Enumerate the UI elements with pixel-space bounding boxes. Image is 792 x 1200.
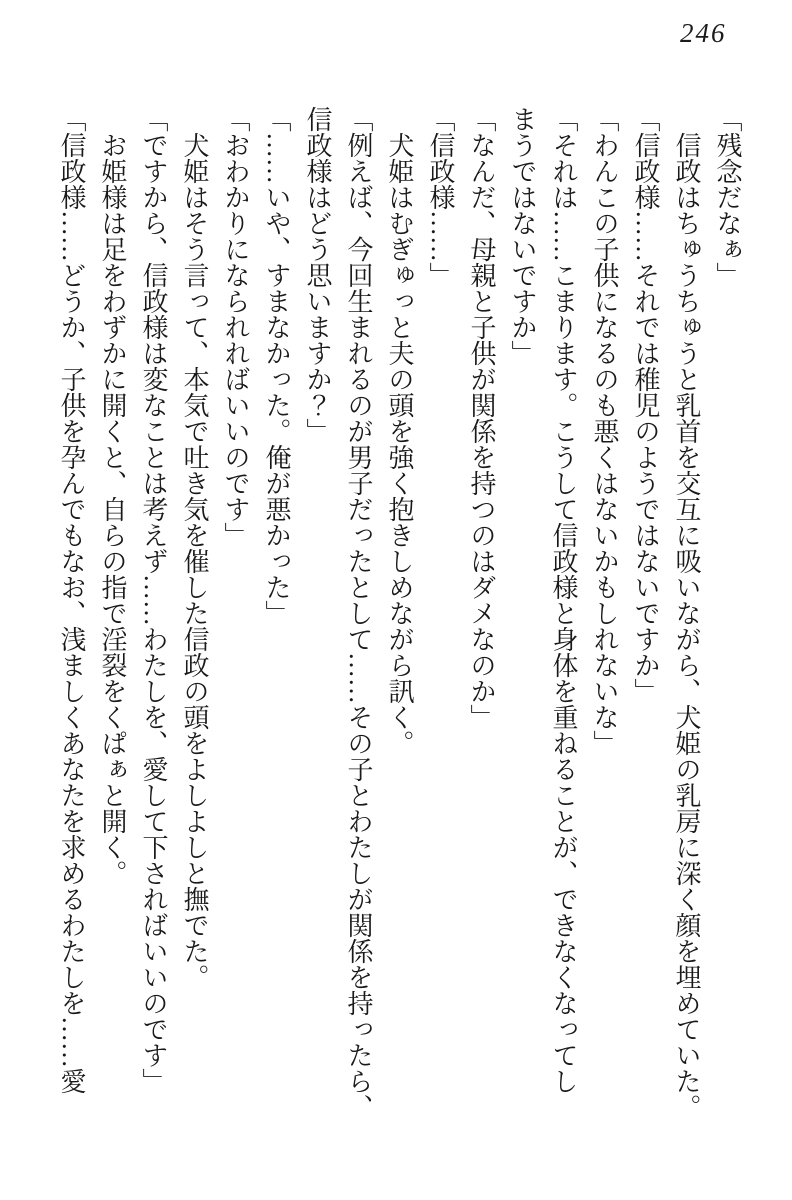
text-line: 「信政様……どうか、子供を孕んでもなお、浅ましくあなたを求めるわたしを……愛 xyxy=(57,106,86,1094)
text-line: まうではないですか」 xyxy=(508,106,537,366)
text-line: 犬姫はそう言って、本気で吐き気を催した信政の頭をよしよしと撫でた。 xyxy=(180,132,209,990)
text-line: 「ですから、信政様は変なことは考えず……わたしを、愛して下さればいいのです」 xyxy=(139,106,168,1094)
text-line: 犬姫はむぎゅっと夫の頭を強く抱きしめながら訊く。 xyxy=(385,132,414,756)
text-line: 「なんだ、母親と子供が関係を持つのはダメなのか」 xyxy=(467,106,496,730)
text-line: 「それは……こまります。こうして信政様と身体を重ねることが、できなくなってし xyxy=(549,106,578,1094)
text-line: 信政はちゅうちゅうと乳首を交互に吸いながら、犬姫の乳房に深く顔を埋めていた。 xyxy=(672,132,701,1120)
text-line: 「わんこの子供になるのも悪くはないかもしれないな」 xyxy=(590,106,619,756)
text-line: 「信政様……それでは稚児のようではないですか」 xyxy=(631,106,660,704)
page-number: 246 xyxy=(680,18,727,48)
text-line: 信政様はどう思いますか？」 xyxy=(303,106,332,444)
text-line: 「……いや、すまなかった。俺が悪かった」 xyxy=(262,106,291,626)
text-line: 「信政様……」 xyxy=(426,106,455,288)
text-line: 「残念だなぁ」 xyxy=(713,106,742,288)
text-line: 「おわかりになられればいいのです」 xyxy=(221,106,250,548)
text-block xyxy=(51,106,748,1142)
text-line: 「例えば、今回生まれるのが男子だったとして……その子とわたしが関係を持ったら、 xyxy=(344,106,373,1120)
text-line: お姫様は足をわずかに開くと、自らの指で淫裂をくぱぁと開く。 xyxy=(98,132,127,886)
